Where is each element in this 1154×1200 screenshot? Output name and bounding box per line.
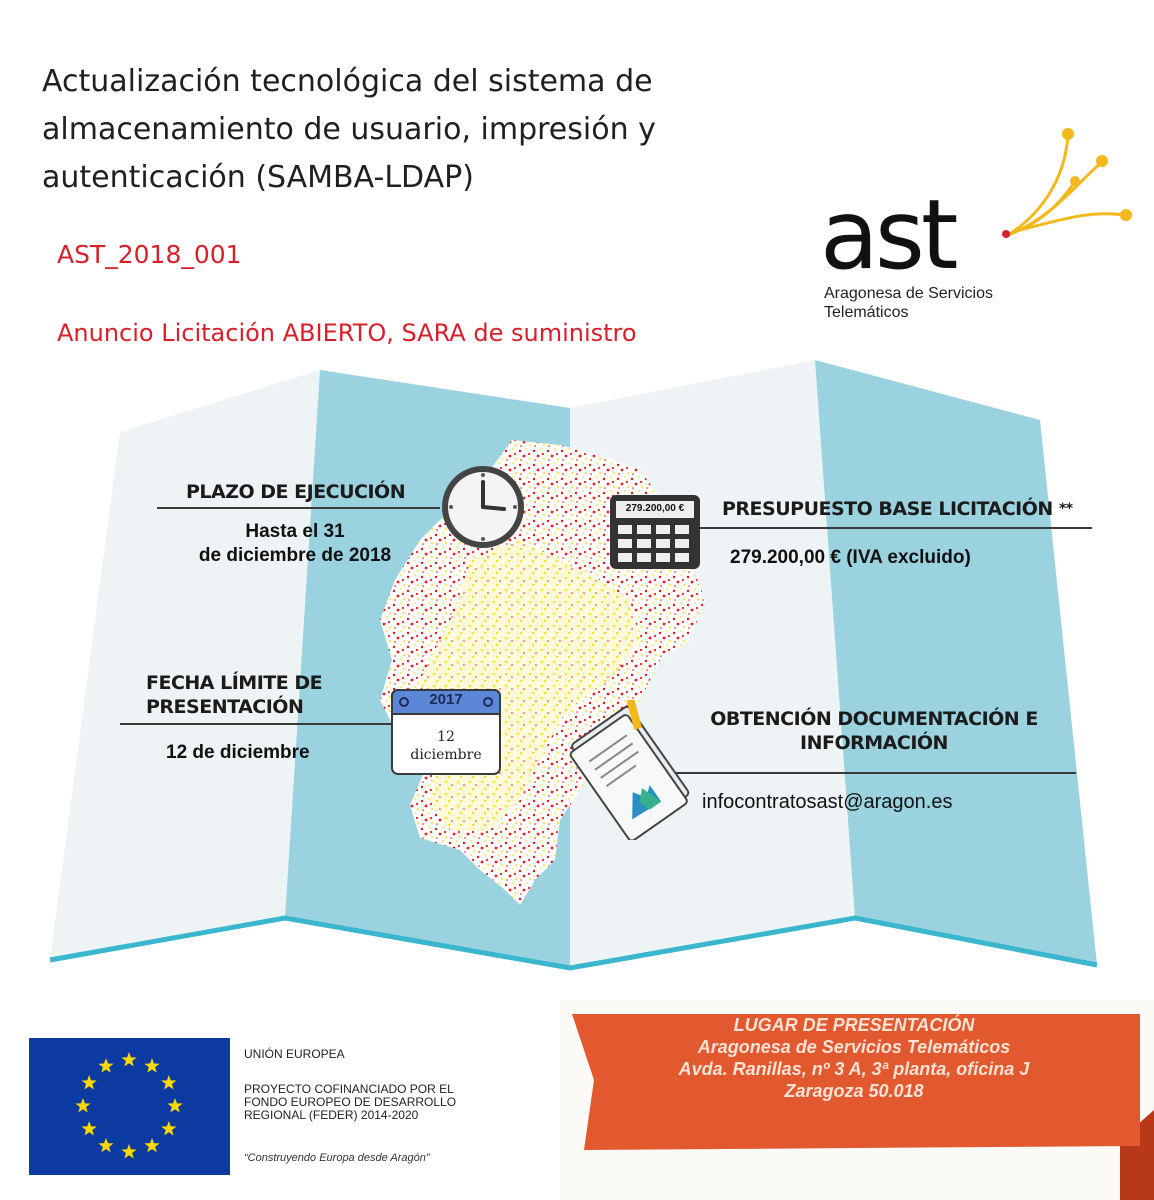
banner-city: Zaragoza 50.018 [784,1081,924,1101]
presupuesto-divider [700,527,1092,529]
documentacion-label-line2: INFORMACIÓN [800,732,948,754]
ast-wordmark: ast [820,179,955,290]
eu-flag [29,1038,230,1175]
banner-text [600,1014,1108,1102]
clock-icon [438,462,528,552]
fecha-value: 12 de diciembre [166,742,310,763]
presupuesto-asterisks: ** [1058,501,1073,517]
eu-motto: “Construyendo Europa desde Aragón” [244,1152,430,1164]
eu-title: UNIÓN EUROPEA [244,1047,345,1061]
plazo-divider [157,507,440,509]
documentacion-label-line1: OBTENCIÓN DOCUMENTACIÓN E [710,708,1038,730]
calendar-year: 2017 [429,691,463,708]
presupuesto-label [722,497,1073,521]
plazo-value [160,520,430,568]
logo-name-line1: Aragonesa de Servicios [824,285,993,302]
fecha-label-line2: PRESENTACIÓN [146,696,304,718]
calculator-display: 279.200,00 € [625,503,685,514]
banner-title: LUGAR DE PRESENTACIÓN [733,1015,975,1035]
fecha-divider [120,723,392,725]
ast-logo [820,120,1140,290]
banner-organization: Aragonesa de Servicios Telemáticos [697,1037,1011,1057]
documentacion-label [684,707,1064,755]
tender-code: AST_2018_001 [57,240,242,269]
banner-address: Avda. Ranillas, nº 3 A, 3ª planta, oficina J [678,1059,1030,1079]
eu-project-text [244,1083,544,1122]
calendar-month: diciembre [410,747,482,763]
logo-organization-name [824,284,993,322]
eu-project-line3: REGIONAL (FEDER) 2014-2020 [244,1108,419,1122]
documentacion-email[interactable]: infocontratosast@aragon.es [702,791,953,813]
document-icon [568,700,698,840]
calendar-day: 12 [437,729,455,745]
page-title: Actualización tecnológica del sistema de almacenamiento de usuario, impresión y autenticación (SAMBA-LDAP) [42,64,656,195]
logo-name-line2: Telemáticos [824,304,909,321]
plazo-value-line1: Hasta el 31 [245,521,345,542]
plazo-value-line2: de diciembre de 2018 [198,545,392,566]
fecha-label [146,671,322,719]
calendar-date [392,728,500,764]
announcement-type: Anuncio Licitación ABIERTO, SARA de suministro [57,319,637,347]
documentacion-divider [660,772,1076,774]
eu-project-line1: PROYECTO COFINANCIADO POR EL [244,1082,454,1096]
presupuesto-value: 279.200,00 € (IVA excluido) [730,547,971,568]
eu-project-line2: FONDO EUROPEO DE DESARROLLO [244,1095,457,1109]
presupuesto-label-text: PRESUPUESTO BASE LICITACIÓN [722,498,1053,520]
fecha-label-line1: FECHA LÍMITE DE [146,672,323,694]
plazo-label: PLAZO DE EJECUCIÓN [186,481,406,503]
